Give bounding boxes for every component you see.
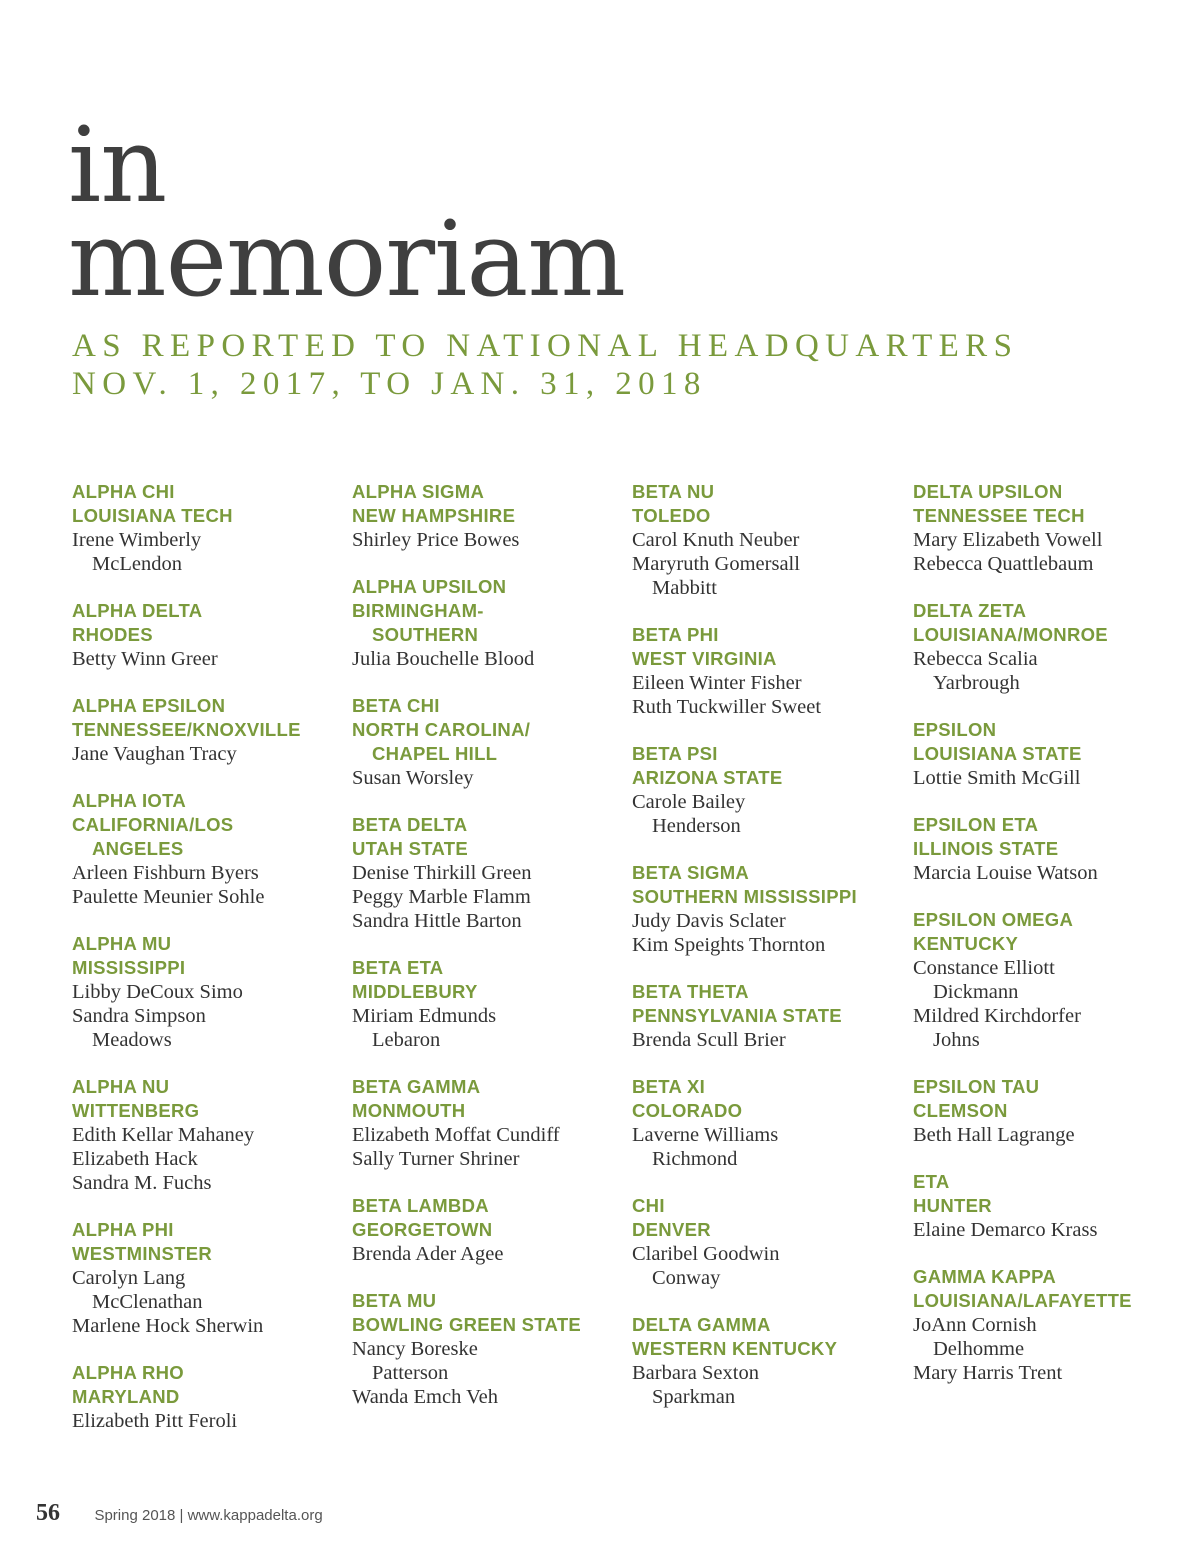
member-name: Mary Elizabeth Vowell	[913, 529, 1103, 551]
school-name: NEW HAMPSHIRE	[352, 505, 516, 526]
chapter-name: BETA DELTA	[352, 814, 468, 835]
chapter-entry	[72, 1361, 342, 1433]
school-name: COLORADO	[632, 1100, 743, 1121]
chapter-entry	[632, 480, 902, 600]
memorial-column-1	[72, 480, 342, 1456]
chapter-entry	[913, 599, 1183, 695]
member-name: Carolyn Lang	[72, 1267, 186, 1289]
school-name: CHAPEL HILL	[372, 743, 498, 764]
chapter-entry	[632, 623, 902, 719]
member-name: Marcia Louise Watson	[913, 862, 1098, 884]
member-name: Lebaron	[372, 1029, 441, 1051]
member-name: Susan Worsley	[352, 767, 474, 789]
member-name: Denise Thirkill Green	[352, 862, 532, 884]
member-name: JoAnn Cornish	[913, 1314, 1037, 1336]
member-name: Constance Elliott	[913, 957, 1055, 979]
chapter-name: ALPHA IOTA	[72, 790, 186, 811]
member-name: Judy Davis Sclater	[632, 910, 786, 932]
member-name: Elizabeth Moffat Cundiff	[352, 1124, 560, 1146]
chapter-entry	[913, 908, 1183, 1052]
chapter-name: BETA SIGMA	[632, 862, 750, 883]
school-name: MISSISSIPPI	[72, 957, 186, 978]
school-name: WESTERN KENTUCKY	[632, 1338, 838, 1359]
chapter-entry	[352, 1194, 622, 1266]
member-name: Johns	[933, 1029, 980, 1051]
school-name: MIDDLEBURY	[352, 981, 478, 1002]
member-name: Conway	[652, 1267, 721, 1289]
school-name: GEORGETOWN	[352, 1219, 493, 1240]
member-name: Henderson	[652, 815, 741, 837]
member-name: Peggy Marble Flamm	[352, 886, 531, 908]
member-name: Carol Knuth Neuber	[632, 529, 800, 551]
school-name: BIRMINGHAM-	[352, 600, 484, 621]
page-title	[68, 104, 625, 320]
member-name: Irene Wimberly	[72, 529, 202, 551]
chapter-entry	[352, 813, 622, 933]
school-name: BOWLING GREEN STATE	[352, 1314, 582, 1335]
school-name: WITTENBERG	[72, 1100, 200, 1121]
chapter-name: GAMMA KAPPA	[913, 1266, 1057, 1287]
member-name: Eileen Winter Fisher	[632, 672, 802, 694]
footer-issue: Spring 2018 | www.kappadelta.org	[94, 1507, 323, 1524]
member-name: Miriam Edmunds	[352, 1005, 497, 1027]
member-name: Delhomme	[933, 1338, 1025, 1360]
chapter-entry	[632, 1075, 902, 1171]
chapter-name: ALPHA DELTA	[72, 600, 203, 621]
chapter-entry	[913, 1265, 1183, 1385]
chapter-name: BETA PSI	[632, 743, 718, 764]
school-name: ILLINOIS STATE	[913, 838, 1059, 859]
chapter-entry	[632, 1313, 902, 1409]
member-name: Meadows	[92, 1029, 172, 1051]
chapter-name: EPSILON	[913, 719, 997, 740]
chapter-name: BETA CHI	[352, 695, 440, 716]
member-name: Laverne Williams	[632, 1124, 779, 1146]
member-name: Arleen Fishburn Byers	[72, 862, 259, 884]
chapter-entry	[352, 480, 622, 552]
chapter-entry	[352, 1075, 622, 1171]
school-name: SOUTHERN MISSISSIPPI	[632, 886, 857, 907]
page-number: 56	[36, 1500, 60, 1526]
school-name: LOUISIANA/LAFAYETTE	[913, 1290, 1132, 1311]
chapter-name: EPSILON ETA	[913, 814, 1039, 835]
member-name: Lottie Smith McGill	[913, 767, 1081, 789]
chapter-entry	[72, 932, 342, 1052]
chapter-entry	[72, 599, 342, 671]
member-name: Barbara Sexton	[632, 1362, 759, 1384]
member-name: Libby DeCoux Simo	[72, 981, 243, 1003]
school-name: MONMOUTH	[352, 1100, 466, 1121]
chapter-name: ALPHA MU	[72, 933, 172, 954]
chapter-name: BETA XI	[632, 1076, 706, 1097]
school-name: WEST VIRGINIA	[632, 648, 777, 669]
chapter-name: EPSILON TAU	[913, 1076, 1040, 1097]
member-name: Dickmann	[933, 981, 1019, 1003]
member-name: Elizabeth Hack	[72, 1148, 198, 1170]
chapter-name: ALPHA UPSILON	[352, 576, 507, 597]
member-name: Yarbrough	[933, 672, 1020, 694]
chapter-entry	[352, 694, 622, 790]
chapter-name: BETA THETA	[632, 981, 749, 1002]
chapter-entry	[913, 480, 1183, 576]
member-name: Elaine Demarco Krass	[913, 1219, 1098, 1241]
member-name: Elizabeth Pitt Feroli	[72, 1410, 238, 1432]
member-name: Edith Kellar Mahaney	[72, 1124, 255, 1146]
school-name: TENNESSEE TECH	[913, 505, 1085, 526]
chapter-entry	[72, 694, 342, 766]
chapter-name: EPSILON OMEGA	[913, 909, 1074, 930]
school-name: SOUTHERN	[372, 624, 479, 645]
member-name: Sparkman	[652, 1386, 736, 1408]
member-name: Wanda Emch Veh	[352, 1386, 498, 1408]
school-name: LOUISIANA TECH	[72, 505, 233, 526]
member-name: Sandra Hittle Barton	[352, 910, 522, 932]
school-name: UTAH STATE	[352, 838, 469, 859]
subtitle-date-range: NOV. 1, 2017, TO JAN. 31, 2018	[72, 366, 707, 402]
member-name: Paulette Meunier Sohle	[72, 886, 265, 908]
chapter-name: BETA NU	[632, 481, 715, 502]
member-name: Carole Bailey	[632, 791, 746, 813]
member-name: Brenda Ader Agee	[352, 1243, 504, 1265]
chapter-entry	[632, 1194, 902, 1290]
member-name: McLendon	[92, 553, 182, 575]
school-name: TOLEDO	[632, 505, 711, 526]
chapter-name: BETA LAMBDA	[352, 1195, 489, 1216]
member-name: Sally Turner Shriner	[352, 1148, 520, 1170]
chapter-entry	[632, 980, 902, 1052]
chapter-name: DELTA GAMMA	[632, 1314, 771, 1335]
school-name: LOUISIANA STATE	[913, 743, 1082, 764]
member-name: Patterson	[372, 1362, 449, 1384]
chapter-entry	[913, 813, 1183, 885]
chapter-name: BETA PHI	[632, 624, 719, 645]
chapter-entry	[72, 1075, 342, 1195]
member-name: Sandra Simpson	[72, 1005, 206, 1027]
member-name: Rebecca Scalia	[913, 648, 1038, 670]
school-name: LOUISIANA/MONROE	[913, 624, 1108, 645]
subtitle-reported: AS REPORTED TO NATIONAL HEADQUARTERS	[72, 328, 1019, 364]
member-name: Julia Bouchelle Blood	[352, 648, 535, 670]
chapter-name: BETA ETA	[352, 957, 444, 978]
chapter-name: ALPHA NU	[72, 1076, 170, 1097]
school-name: NORTH CAROLINA/	[352, 719, 531, 740]
member-name: Rebecca Quattlebaum	[913, 553, 1094, 575]
member-name: Brenda Scull Brier	[632, 1029, 786, 1051]
chapter-entry	[72, 480, 342, 576]
chapter-name: ALPHA EPSILON	[72, 695, 226, 716]
chapter-name: BETA GAMMA	[352, 1076, 481, 1097]
chapter-entry	[913, 1170, 1183, 1242]
memorial-column-2	[352, 480, 622, 1432]
chapter-entry	[352, 575, 622, 671]
school-name: HUNTER	[913, 1195, 992, 1216]
chapter-name: ALPHA CHI	[72, 481, 175, 502]
member-name: Mary Harris Trent	[913, 1362, 1063, 1384]
member-name: Ruth Tuckwiller Sweet	[632, 696, 822, 718]
member-name: Claribel Goodwin	[632, 1243, 780, 1265]
chapter-name: DELTA ZETA	[913, 600, 1027, 621]
title-line-2: memoriam	[68, 198, 625, 320]
member-name: Betty Winn Greer	[72, 648, 218, 670]
member-name: Mabbitt	[652, 577, 717, 599]
chapter-name: DELTA UPSILON	[913, 481, 1063, 502]
chapter-name: ALPHA RHO	[72, 1362, 184, 1383]
chapter-entry	[72, 1218, 342, 1338]
school-name: ARIZONA STATE	[632, 767, 783, 788]
member-name: Richmond	[652, 1148, 738, 1170]
school-name: CALIFORNIA/LOS	[72, 814, 234, 835]
member-name: Mildred Kirchdorfer	[913, 1005, 1081, 1027]
chapter-entry	[352, 956, 622, 1052]
school-name: WESTMINSTER	[72, 1243, 212, 1264]
chapter-name: ETA	[913, 1171, 950, 1192]
chapter-entry	[72, 789, 342, 909]
school-name: PENNSYLVANIA STATE	[632, 1005, 842, 1026]
member-name: McClenathan	[92, 1291, 203, 1313]
chapter-entry	[632, 742, 902, 838]
school-name: DENVER	[632, 1219, 711, 1240]
chapter-entry	[913, 718, 1183, 790]
chapter-name: BETA MU	[352, 1290, 437, 1311]
chapter-name: ALPHA SIGMA	[352, 481, 485, 502]
chapter-entry	[913, 1075, 1183, 1147]
school-name: CLEMSON	[913, 1100, 1008, 1121]
member-name: Jane Vaughan Tracy	[72, 743, 237, 765]
school-name: RHODES	[72, 624, 153, 645]
member-name: Shirley Price Bowes	[352, 529, 520, 551]
school-name: ANGELES	[92, 838, 184, 859]
member-name: Beth Hall Lagrange	[913, 1124, 1075, 1146]
title-line-1: in	[68, 104, 167, 226]
school-name: MARYLAND	[72, 1386, 180, 1407]
member-name: Marlene Hock Sherwin	[72, 1315, 264, 1337]
memorial-column-4	[913, 480, 1183, 1408]
memorial-column-3	[632, 480, 902, 1432]
chapter-entry	[632, 861, 902, 957]
chapter-name: CHI	[632, 1195, 665, 1216]
page-footer	[36, 1500, 323, 1527]
school-name: TENNESSEE/KNOXVILLE	[72, 719, 301, 740]
chapter-entry	[352, 1289, 622, 1409]
member-name: Maryruth Gomersall	[632, 553, 800, 575]
member-name: Nancy Boreske	[352, 1338, 478, 1360]
member-name: Kim Speights Thornton	[632, 934, 826, 956]
school-name: KENTUCKY	[913, 933, 1019, 954]
member-name: Sandra M. Fuchs	[72, 1172, 212, 1194]
chapter-name: ALPHA PHI	[72, 1219, 174, 1240]
